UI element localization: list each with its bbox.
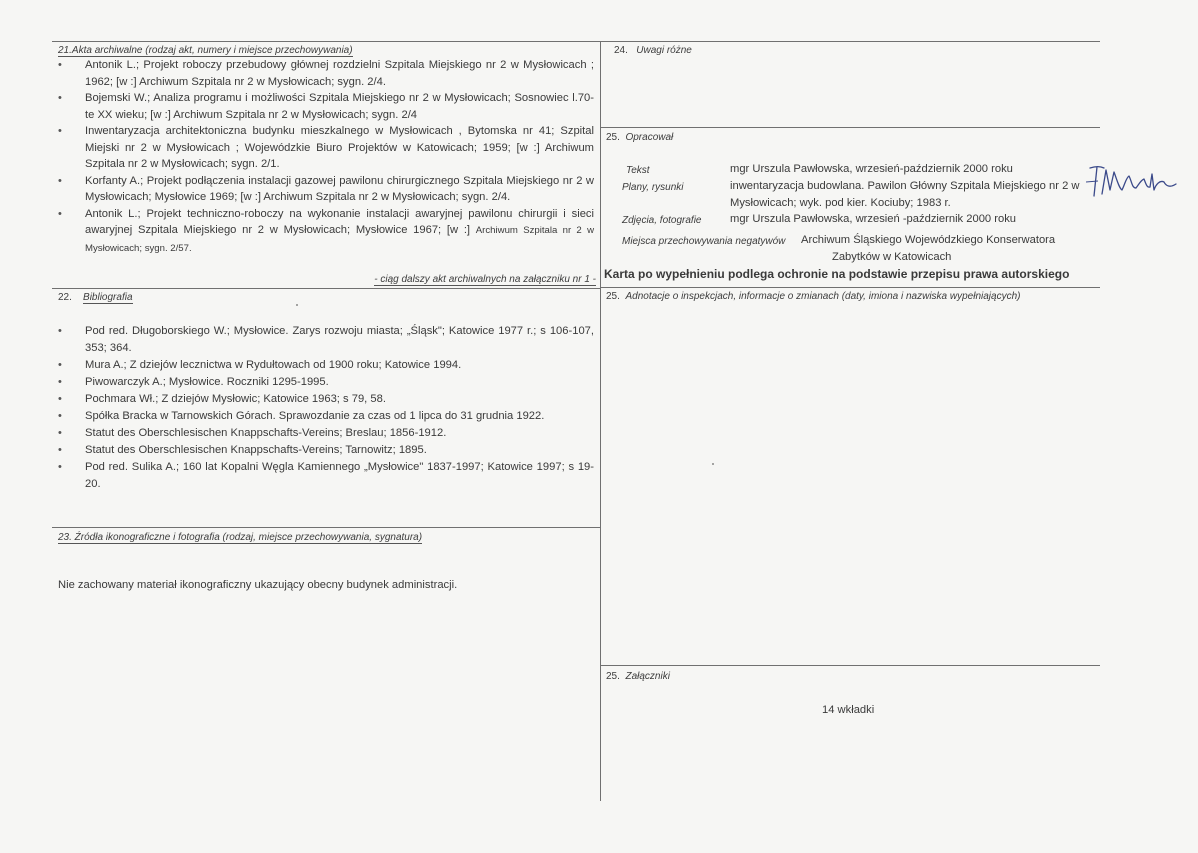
list-item: • Pod red. Sulika A.; 160 lat Kopalni Węgla Kamiennego „Mysłowice" 1837-1997; Katowice 1997; s 19-20. <box>58 459 594 493</box>
value-photos: mgr Urszula Pawłowska, wrzesień -październik 2000 roku <box>730 213 1017 225</box>
list-item: • Pod red. Długoborskiego W.; Mysłowice. Zarys rozwoju miasta; „Śląsk"; Katowice 1977 r.; s 106-107, 353; 364. <box>58 323 594 357</box>
list-item: • Mura A.; Z dziejów lecznictwa w Rydułtowach od 1900 roku; Katowice 1994. <box>58 357 594 374</box>
list-item: • Antonik L.; Projekt techniczno-roboczy na wykonanie instalacji awaryjnej pawilonu chirurgii i sieci awaryjnej Szpitala Miejskiego nr 2 w Mysłowicach; Mysłowice 1967; [w :] Archiwum Szpitala nr 2 w Mysłowicach; sygn. 2/57. <box>58 206 594 258</box>
scan-speck <box>296 304 298 306</box>
section-25-attachments-title: 25. Załączniki <box>606 671 670 682</box>
section-24-title: 24. Uwagi różne <box>614 45 692 56</box>
list-item: • Korfanty A.; Projekt podłączenia instalacji gazowej pawilonu chirurgicznego Szpitala Miejskiego nr 2 w Mysłowicach; Mysłowice 1969; [w :] Archiwum Szpitala nr 2 w Mysłowicach; sygn. 2/4. <box>58 173 594 206</box>
section-22-title: 22. Bibliografia <box>58 292 133 303</box>
value-text: mgr Urszula Pawłowska, wrzesień-październik 2000 roku <box>730 163 1013 175</box>
bibliography-list <box>58 323 594 493</box>
label-text: Tekst <box>626 165 650 176</box>
top-rule <box>52 41 1100 42</box>
handwritten-signature <box>1086 160 1180 204</box>
section-25-author-title: 25. Opracował <box>606 132 674 143</box>
value-plans: inwentaryzacja budowlana. Pawilon Główny Szpitala Miejskiego nr 2 w Mysłowicach; wyk. pod kier. Kociuby; 1983 r. <box>730 180 1080 209</box>
value-negatives: Archiwum Śląskiego Wojewódzkiego Konserwatora <box>801 234 1056 246</box>
section-23-title: 23. Źródła ikonograficzne i fotografia (rodzaj, miejsce przechowywania, sygnatura) <box>58 532 423 543</box>
list-item: • Statut des Oberschlesischen Knappschafts-Vereins; Breslau; 1856-1912. <box>58 425 594 442</box>
attachments-count: 14 wkładki <box>822 704 875 716</box>
archival-records-list <box>58 57 594 257</box>
section-21-title: 21.Akta archiwalne (rodzaj akt, numery i miejsce przechowywania) <box>58 45 353 56</box>
list-item: • Piwowarczyk A.; Mysłowice. Roczniki 1295-1995. <box>58 374 594 391</box>
list-item: • Statut des Oberschlesischen Knappschafts-Vereins; Tarnowitz; 1895. <box>58 442 594 459</box>
copyright-notice: Karta po wypełnieniu podlega ochronie na podstawie przepisu prawa autorskiego <box>604 267 1070 281</box>
center-divider <box>600 41 601 801</box>
rule-after-21 <box>52 288 600 289</box>
section-25-annotations-title: 25. Adnotacje o inspekcjach, informacje o zmianach (daty, imiona i nazwiska wypełniających) <box>606 291 1021 302</box>
list-item: • Inwentaryzacja architektoniczna budynku mieszkalnego w Mysłowicach , Bytomska nr 41; Szpital Miejski nr 2 w Mysłowicach ; Wojewódzkie Biuro Projektów w Katowicach; 1959; [w :] Archiwum Szpitala nr 2 w Mysłowicach; sygn. 2/1. <box>58 123 594 173</box>
continuation-note: - ciąg dalszy akt archiwalnych na załączniku nr 1 - <box>374 274 596 285</box>
scan-speck <box>712 463 714 465</box>
rule-before-25c <box>600 665 1100 666</box>
label-photos: Zdjęcia, fotografie <box>622 215 702 226</box>
list-item: • Antonik L.; Projekt roboczy przebudowy głównej rozdzielni Szpitala Miejskiego nr 2 w Mysłowicach ; 1962; [w :] Archiwum Szpitala nr 2 w Mysłowicach; sygn. 2/4. <box>58 57 594 90</box>
label-plans: Plany, rysunki <box>622 182 684 193</box>
rule-after-22 <box>52 527 600 528</box>
rule-after-24 <box>600 127 1100 128</box>
list-item: • Spółka Bracka w Tarnowskich Górach. Sprawozdanie za czas od 1 lipca do 31 grudnia 1922. <box>58 408 594 425</box>
list-item: • Bojemski W.; Analiza programu i możliwości Szpitala Miejskiego nr 2 w Mysłowicach; Sosnowiec l.70-te XX wieku; [w :] Archiwum Szpitala nr 2 w Mysłowicach; sygn. 2/4 <box>58 90 594 123</box>
rule-after-25a <box>600 287 1100 288</box>
archive-ref: Archiwum Szpitala nr 2 w Mysłowicach; sygn. 2/57. <box>85 225 594 254</box>
list-item: • Pochmara Wł.; Z dziejów Mysłowic; Katowice 1963; s 79, 58. <box>58 391 594 408</box>
iconography-note: Nie zachowany materiał ikonograficzny ukazujący obecny budynek administracji. <box>58 579 458 591</box>
value-negatives-2: Zabytków w Katowicach <box>832 251 952 263</box>
label-negatives: Miejsca przechowywania negatywów <box>622 236 786 247</box>
